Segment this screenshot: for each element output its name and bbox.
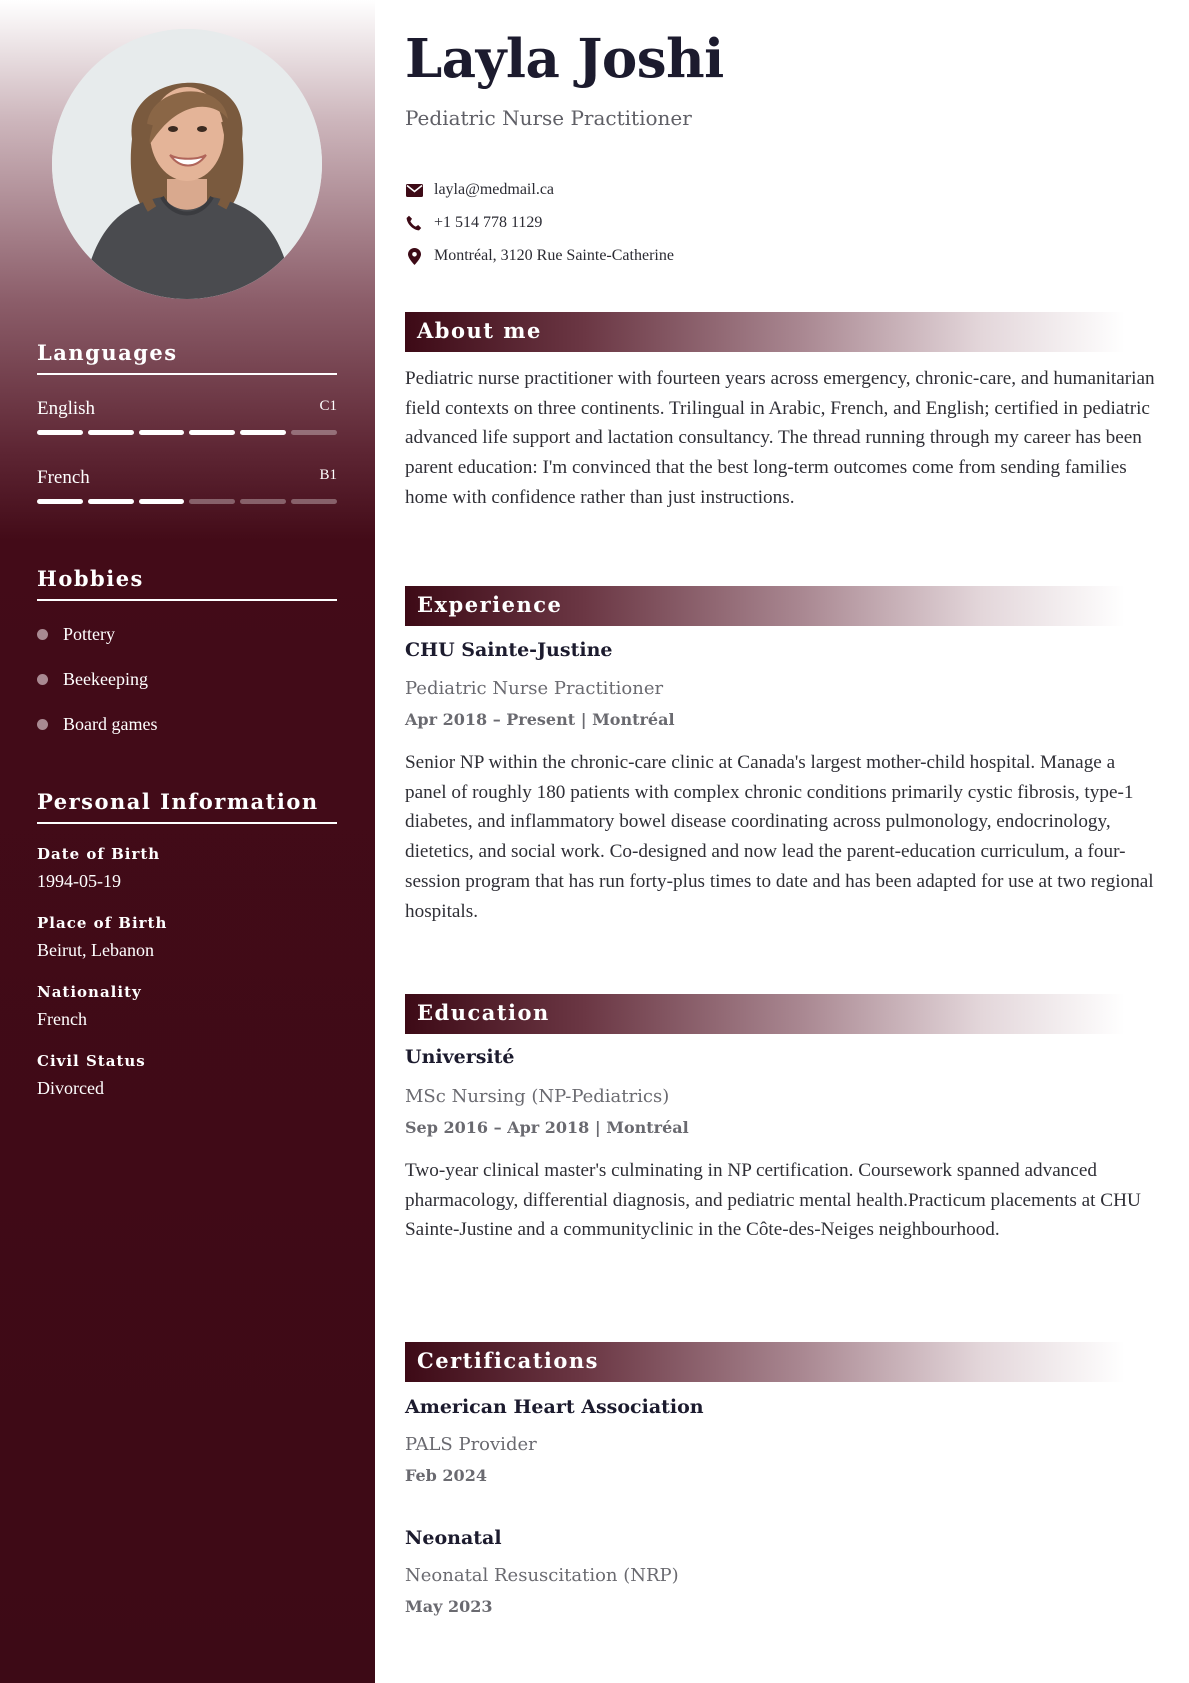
languages-title: Languages <box>37 340 337 375</box>
education-title: Education <box>417 1000 550 1025</box>
certifications-title: Certifications <box>417 1348 599 1373</box>
hobby-label: Pottery <box>63 624 115 644</box>
experience-meta: Apr 2018 – Present | Montréal <box>405 710 675 729</box>
place-of-birth-value: Beirut, Lebanon <box>37 940 154 960</box>
language-item-french <box>37 444 337 513</box>
certification-issuer: Neonatal <box>405 1527 502 1549</box>
language-item-english <box>37 375 337 444</box>
map-pin-icon <box>405 247 423 265</box>
education-degree: MSc Nursing (NP-Pediatrics) <box>405 1086 670 1107</box>
civil-status-label: Civil Status <box>37 1052 146 1070</box>
sidebar <box>0 0 375 1683</box>
experience-role: Pediatric Nurse Practitioner <box>405 678 664 699</box>
language-level-bar <box>37 499 337 504</box>
personal-info-section <box>37 789 337 1099</box>
language-level-segment <box>37 499 83 504</box>
contact-phone <box>405 214 542 232</box>
personal-info-title: Personal Information <box>37 789 337 824</box>
certification-name: Neonatal Resuscitation (NRP) <box>405 1565 679 1586</box>
portrait-image <box>52 29 322 299</box>
language-level-bar <box>37 430 337 435</box>
date-of-birth-value: 1994-05-19 <box>37 871 121 891</box>
certification-date: Feb 2024 <box>405 1466 487 1485</box>
education-section-header <box>405 994 1125 1034</box>
phone-text[interactable]: +1 514 778 1129 <box>434 214 543 231</box>
nationality-label: Nationality <box>37 983 142 1001</box>
place-of-birth-label: Place of Birth <box>37 914 168 932</box>
language-level-segment <box>88 430 134 435</box>
hobby-item <box>37 657 337 702</box>
languages-section <box>37 340 337 513</box>
address-text: Montréal, 3120 Rue Sainte-Catherine <box>434 247 674 264</box>
hobby-label: Board games <box>63 714 158 734</box>
date-of-birth-label: Date of Birth <box>37 845 161 863</box>
certification-issuer: American Heart Association <box>405 1396 704 1418</box>
job-title: Pediatric Nurse Practitioner <box>405 106 692 130</box>
certifications-section-header <box>405 1342 1125 1382</box>
about-title: About me <box>417 318 542 343</box>
education-org: Université <box>405 1046 515 1068</box>
experience-section-header <box>405 586 1125 626</box>
language-level-segment <box>139 499 185 504</box>
contact-email <box>405 181 554 199</box>
language-level: B1 <box>319 467 337 483</box>
hobbies-section <box>37 566 337 747</box>
certification-name: PALS Provider <box>405 1434 537 1455</box>
language-name: French <box>37 467 90 488</box>
language-level-segment <box>37 430 83 435</box>
experience-description: Senior NP within the chronic-care clinic at Canada's largest mother-child hospital. Manage a panel of roughly 180 patients with complex chronic conditions primarily cystic fibrosis, type-1 diabetes, and inflammatory bowel disease coordinating across pulmonology, endocrinology, dietetics, and social work. Co-designed and now lead the parent-education curriculum, a four-session program that has run forty-plus times to date and has been adapted for use at two regional hospitals. <box>405 752 1154 922</box>
education-description: Two-year clinical master's culminating in NP certification. Coursework spanned advanced pharmacology, differential diagnosis, and pediatric mental health.Practicum placements at CHU Sainte-Justine and a communityclinic in the Côte-des-Neiges neighbourhood. <box>405 1160 1141 1241</box>
language-level-segment <box>189 499 235 504</box>
language-level-segment <box>291 430 337 435</box>
contact-address <box>405 247 674 265</box>
bullet-icon <box>37 629 48 640</box>
phone-icon <box>405 214 423 232</box>
experience-title: Experience <box>417 592 563 617</box>
candidate-name: Layla Joshi <box>405 28 724 90</box>
language-level-segment <box>189 430 235 435</box>
profile-photo <box>52 29 322 299</box>
language-level-segment <box>240 430 286 435</box>
hobbies-title: Hobbies <box>37 566 337 601</box>
civil-status-value: Divorced <box>37 1078 104 1098</box>
hobby-item <box>37 612 337 657</box>
about-section-header <box>405 312 1125 352</box>
language-level-segment <box>139 430 185 435</box>
envelope-icon <box>405 181 423 199</box>
language-name: English <box>37 398 96 419</box>
hobby-item <box>37 702 337 747</box>
language-level: C1 <box>319 398 337 414</box>
certification-date: May 2023 <box>405 1597 493 1616</box>
hobby-label: Beekeeping <box>63 669 148 689</box>
about-text: Pediatric nurse practitioner with fourteen years across emergency, chronic-care, and humanitarian field contexts on three continents. Trilingual in Arabic, French, and English; certified in pediatric advanced life support and lactation consultancy. The thread running through my career has been parent education: I'm convinced that the best long-term outcomes come from sending families home with confidence rather than just instructions. <box>405 368 1155 508</box>
email-text[interactable]: layla@medmail.ca <box>434 181 555 198</box>
language-level-segment <box>240 499 286 504</box>
experience-org: CHU Sainte-Justine <box>405 639 613 661</box>
nationality-value: French <box>37 1009 87 1029</box>
bullet-icon <box>37 674 48 685</box>
education-meta: Sep 2016 – Apr 2018 | Montréal <box>405 1118 689 1137</box>
language-level-segment <box>88 499 134 504</box>
bullet-icon <box>37 719 48 730</box>
language-level-segment <box>291 499 337 504</box>
